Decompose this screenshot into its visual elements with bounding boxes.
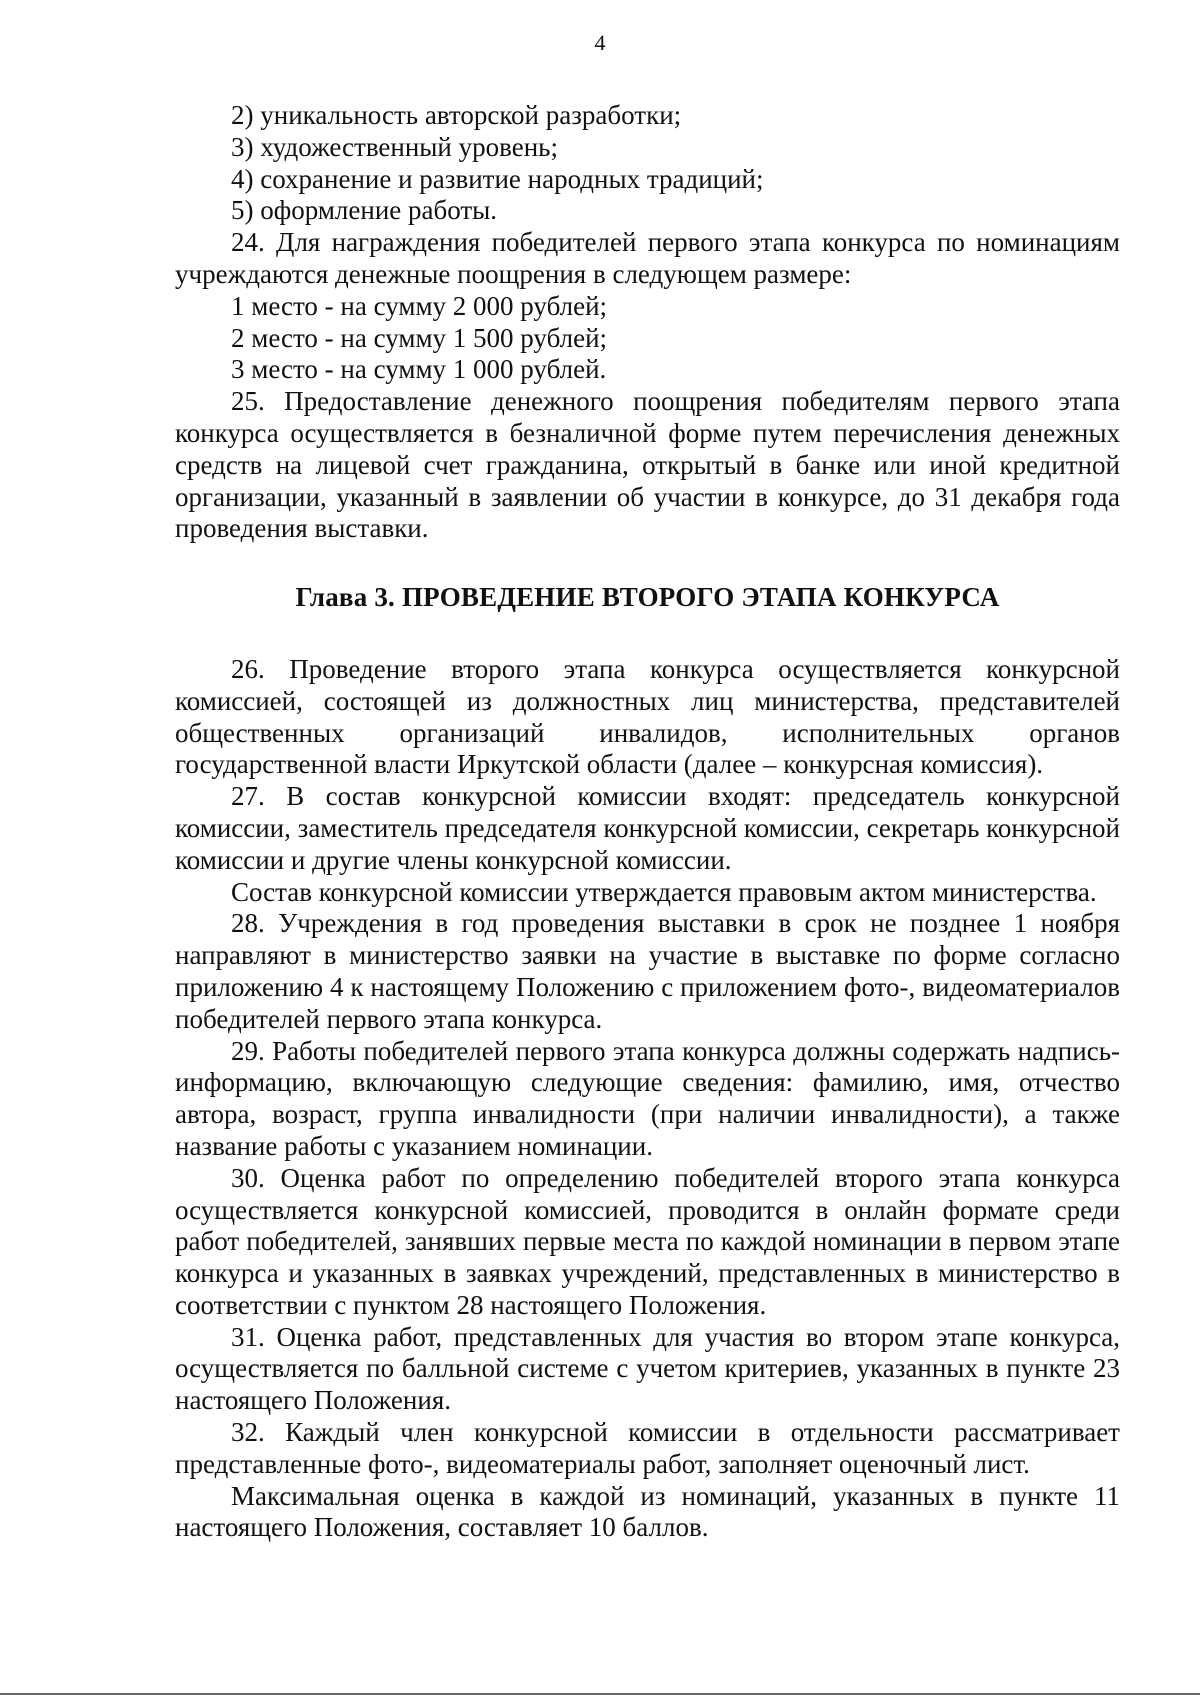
page-number: 4 bbox=[594, 30, 606, 55]
prize-item: 1 место - на сумму 2 000 рублей; bbox=[231, 290, 608, 321]
paragraph-26: 26. Проведение второго этапа конкурса осуществляется конкурсной комиссией, состоящей из должностных лиц министерства, представителей общественных организаций инвалидов, исполнительных органов государственной власти Иркутской области (далее – конкурсная комиссия). bbox=[175, 653, 1120, 780]
paragraph-27-composition: Состав конкурсной комиссии утверждается правовым актом министерства. bbox=[231, 876, 1097, 907]
prize-item: 3 место - на сумму 1 000 рублей. bbox=[231, 354, 607, 385]
paragraph-31: 31. Оценка работ, представленных для участия во втором этапе конкурса, осуществляется по балльной системе с учетом критериев, указанных в пункте 23 настоящего Положения. bbox=[175, 1321, 1120, 1416]
prize-item: 2 место - на сумму 1 500 рублей; bbox=[231, 322, 608, 353]
criteria-item: 4) сохранение и развитие народных традиций; bbox=[231, 163, 764, 194]
paragraph-25: 25. Предоставление денежного поощрения победителям первого этапа конкурса осуществляется в безналичной форме путем перечисления денежных средств на лицевой счет гражданина, открытый в банке или иной кредитной организации, указанный в заявлении об участии в конкурсе, до 31 декабря года проведения выставки. bbox=[175, 386, 1120, 544]
paragraph-32: 32. Каждый член конкурсной комиссии в отдельности рассматривает представленные фото-, видеоматериалы работ, заполняет оценочный лист. bbox=[175, 1417, 1120, 1479]
criteria-item: 3) художественный уровень; bbox=[231, 131, 558, 162]
scan-edge-line bbox=[0, 1693, 1200, 1695]
paragraph-32-max-score: Максимальная оценка в каждой из номинаций, указанных в пункте 11 настоящего Положения, составляет 10 баллов. bbox=[175, 1480, 1120, 1543]
paragraph-30: 30. Оценка работ по определению победителей второго этапа конкурса осуществляется конкурсной комиссией, проводится в онлайн формате среди работ победителей, занявших первые места по каждой номинации в первом этапе конкурса и указанных в заявках учреждений, представленных в министерство в соответствии с пунктом 28 настоящего Положения. bbox=[175, 1162, 1120, 1320]
paragraph-27: 27. В состав конкурсной комиссии входят: председатель конкурсной комиссии, заместитель председателя конкурсной комиссии, секретарь конкурсной комиссии и другие члены конкурсной комиссии. bbox=[175, 781, 1120, 875]
criteria-item: 5) оформление работы. bbox=[231, 195, 498, 226]
document-body bbox=[175, 100, 1120, 1544]
paragraph-28: 28. Учреждения в год проведения выставки в срок не позднее 1 ноября направляют в министерство заявки на участие в выставке по форме согласно приложению 4 к настоящему Положению с приложением фото-, видеоматериалов победителей первого этапа конкурса. bbox=[175, 908, 1120, 1034]
chapter-heading: Глава 3. ПРОВЕДЕНИЕ ВТОРОГО ЭТАПА КОНКУРСА bbox=[295, 582, 1000, 613]
paragraph-29: 29. Работы победителей первого этапа конкурса должны содержать надпись-информацию, включающую следующие сведения: фамилию, имя, отчество автора, возраст, группа инвалидности (при наличии инвалидности), а также название работы с указанием номинации. bbox=[175, 1035, 1120, 1161]
paragraph-24: 24. Для награждения победителей первого этапа конкурса по номинациям учреждаются денежные поощрения в следующем размере: bbox=[175, 227, 1120, 289]
criteria-item: 2) уникальность авторской разработки; bbox=[231, 100, 682, 130]
